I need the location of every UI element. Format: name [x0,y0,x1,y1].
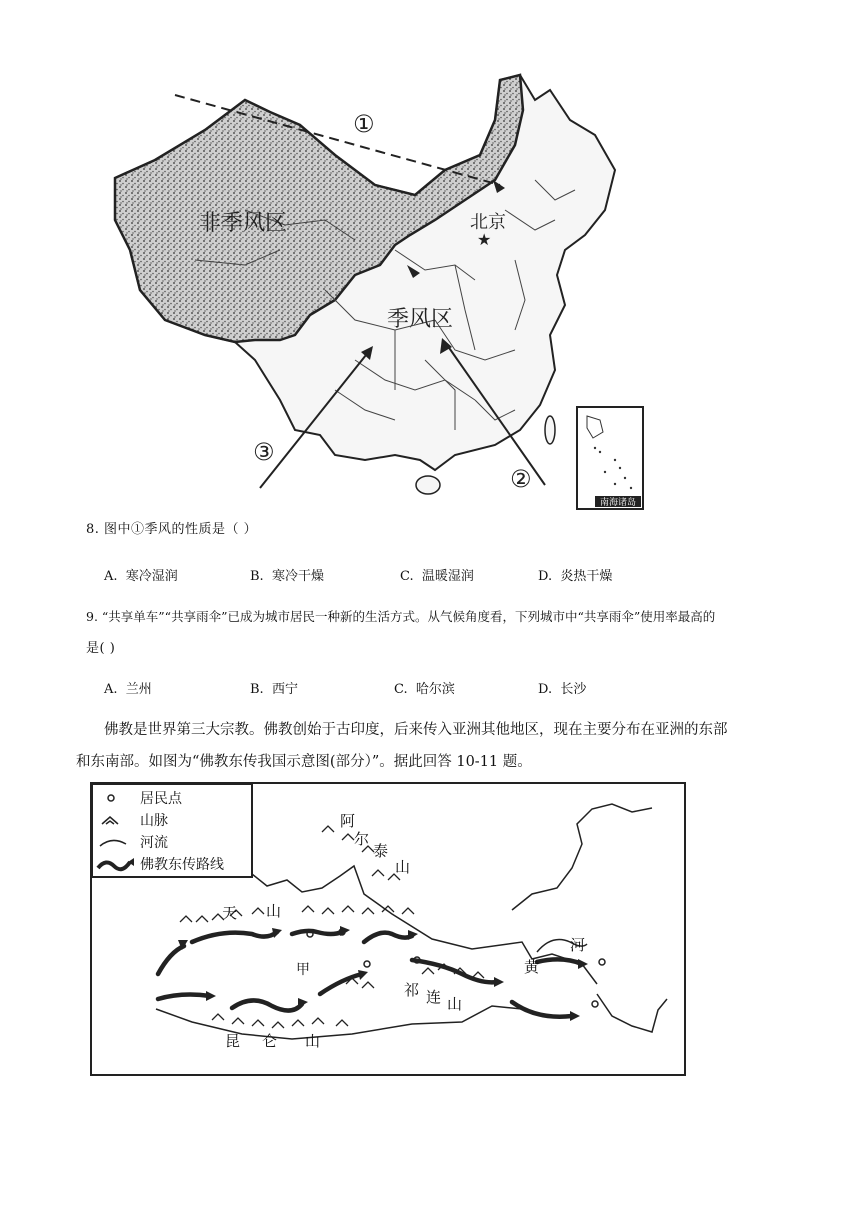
question-9-stem-line2: 是( ) [86,641,116,656]
altai-char-2: 尔 [354,830,370,848]
question-9-stem-line1: 9. “共享单车”“共享雨伞”已成为城市居民一种新的生活方式。从气候角度看，下列城市中“共享雨伞”使用率最高的 [86,609,716,624]
altai-char-1: 阿 [340,812,356,830]
buddhism-route-map [90,782,686,1076]
kunlun-char-3: 山 [305,1032,321,1050]
buddhism-routes [158,931,582,1017]
question-8-options [104,565,804,585]
option-b[interactable]: B. 寒冷干燥 [250,569,324,584]
label-he: 河 [570,936,586,954]
coastline [512,804,652,910]
qilian-char-3: 山 [447,995,463,1013]
beijing-star-icon: ★ [477,230,492,249]
kunlun-char-2: 仑 [262,1032,278,1050]
tianshan-char-1: 天 [222,904,238,922]
question-8-stem: 8. 图中①季风的性质是（ ） [86,522,258,537]
option-a[interactable]: A. 寒冷湿润 [104,569,178,584]
option-b[interactable]: B. 西宁 [250,682,298,697]
option-c[interactable]: C. 哈尔滨 [394,682,455,697]
legend-route-label: 佛教东传路线 [140,857,224,873]
altai-char-4: 山 [395,858,411,876]
option-d[interactable]: D. 炎热干燥 [538,569,613,584]
legend-mountain-label: 山脉 [140,813,168,829]
label-huang: 黄 [524,958,540,976]
option-d[interactable]: D. 长沙 [538,682,587,697]
route-map-svg [92,784,684,1074]
marker-2: ② [510,465,532,493]
marker-1: ① [353,110,375,138]
monsoon-map [95,60,665,520]
altai-char-3: 泰 [373,842,389,860]
tianshan-char-2: 山 [266,902,282,920]
hainan-island [416,476,440,494]
label-non-monsoon: 非季风区 [199,211,288,236]
label-jia: 甲 [296,962,310,978]
tianshan-mountains [180,906,414,922]
marker-3: ③ [253,438,275,466]
label-beijing: 北京 [470,212,506,233]
monsoon-map-svg [95,60,665,520]
passage-line-2: 和东南部。如图为“佛教东传我国示意图(部分）”。据此回答 10-11 题。 [76,754,532,770]
legend-settlement-label: 居民点 [140,791,182,807]
option-c[interactable]: C. 温暖湿润 [400,569,474,584]
right-coast [597,994,667,1032]
kunlun-mountains [212,1014,348,1028]
qilian-char-1: 祁 [404,981,420,999]
taiwan-island [545,416,555,444]
label-monsoon: 季风区 [387,307,454,332]
passage-line-1: 佛教是世界第三大宗教。佛教创始于古印度，后来传入亚洲其他地区，现在主要分布在亚洲的东部 [104,722,728,738]
legend-river-label: 河流 [140,835,168,851]
kunlun-char-1: 昆 [225,1032,241,1050]
qilian-char-2: 连 [426,988,442,1006]
question-9-options [104,678,804,698]
inset-label: 南海诸岛 [599,498,637,508]
option-a[interactable]: A. 兰州 [104,682,152,697]
